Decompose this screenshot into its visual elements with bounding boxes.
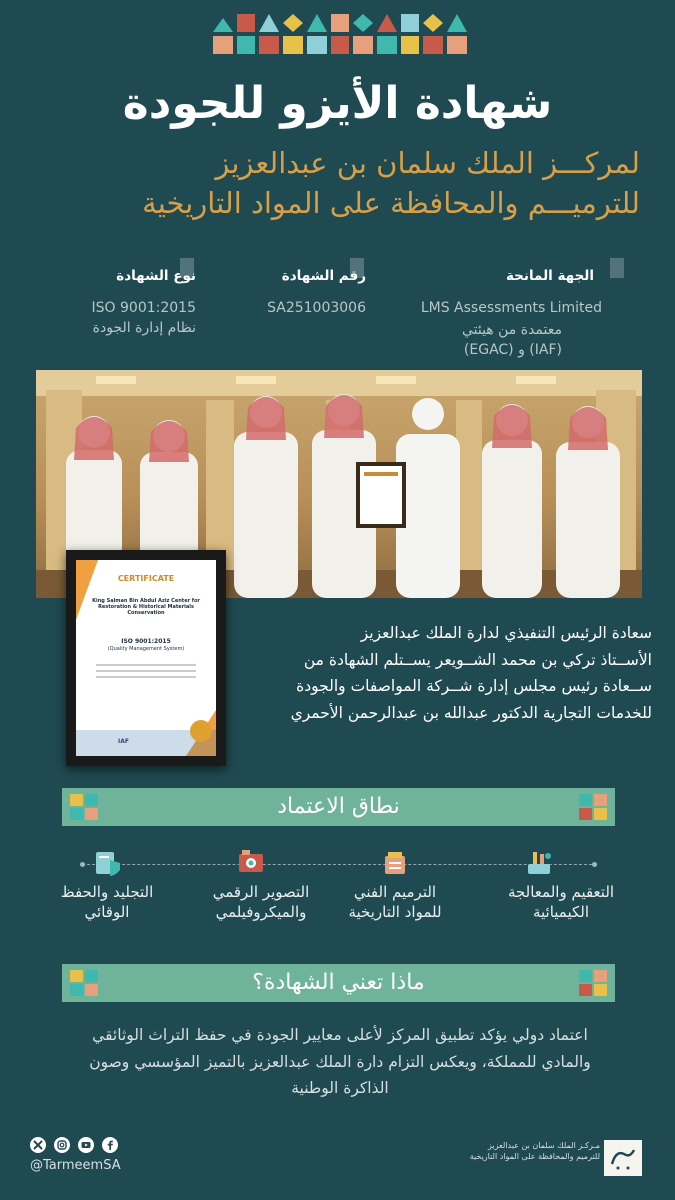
chemical-treatment-icon bbox=[524, 848, 554, 878]
description-line2: الأســتاذ تركي بن محمد الشــويعر يســتلم الشهادة من bbox=[303, 650, 652, 669]
mosaic-chip-icon bbox=[579, 794, 607, 820]
tarmeem-logo bbox=[604, 1140, 642, 1176]
certificate-number-label: رقم الشهادة bbox=[281, 268, 366, 284]
scope-item-chemical: التعقيم والمعالجة الكيميائية bbox=[507, 883, 615, 921]
meaning-line3: الذاكرة الوطنية bbox=[291, 1079, 389, 1097]
mosaic-chip-icon bbox=[579, 970, 607, 996]
scope-item-restoration: الترميم الفني للمواد التاريخية bbox=[348, 883, 442, 921]
restoration-icon bbox=[380, 848, 410, 878]
description-line4: للخدمات التجارية الدكتور عبدالله بن عبدالرحمن الأحمري bbox=[290, 703, 652, 722]
social-handle[interactable]: @TarmeemSA bbox=[30, 1158, 121, 1173]
facebook-icon[interactable] bbox=[102, 1137, 118, 1153]
certificate-system: (Quality Management System) bbox=[107, 646, 185, 652]
digital-imaging-icon bbox=[236, 848, 266, 878]
scope-item-digital: التصوير الرقمي والميكروفيلمي bbox=[212, 883, 310, 921]
page-title: شهادة الأيزو للجودة bbox=[122, 78, 553, 129]
issuer-name: LMS Assessments Limited bbox=[420, 300, 602, 316]
scope-dot bbox=[80, 862, 85, 867]
issuer-accreditation-line2: (EGAC) و (IAF) bbox=[463, 342, 562, 358]
x-icon[interactable] bbox=[30, 1137, 46, 1153]
certificate-org-line2: Restoration & Historical Materials bbox=[98, 604, 194, 610]
subtitle-line2: للترميـــم والمحافظة على المواد التاريخية bbox=[142, 186, 640, 220]
meaning-line1: اعتماد دولي يؤكد تطبيق المركز لأعلى معايير الجودة في حفظ التراث الوثائقي bbox=[92, 1026, 588, 1044]
framed-certificate bbox=[66, 550, 226, 766]
issuer-marker-icon bbox=[610, 258, 624, 278]
certificate-number-value: SA251003006 bbox=[267, 300, 366, 316]
issuer-accreditation-line1: معتمدة من هيئتي bbox=[461, 322, 562, 338]
meaning-line2: والمادي للمملكة، ويعكس التزام دارة الملك عبدالعزيز بالتميز المؤسسي وصون bbox=[89, 1052, 591, 1071]
instagram-icon[interactable] bbox=[54, 1137, 70, 1153]
scope-item-binding: التجليد والحفظ الوقائي bbox=[60, 883, 154, 921]
meaning-section-title: ماذا تعني الشهادة؟ bbox=[252, 970, 425, 995]
scope-section-title: نطاق الاعتماد bbox=[277, 794, 400, 819]
mosaic-chip-icon bbox=[70, 970, 98, 996]
ceremony-description bbox=[232, 620, 652, 726]
description-line3: ســعادة رئيس مجلس إدارة شــركة المواصفات والجودة bbox=[296, 677, 652, 695]
mosaic-chip-icon bbox=[70, 794, 98, 820]
certificate-type-label: نوع الشهادة bbox=[116, 268, 196, 284]
youtube-icon[interactable] bbox=[78, 1137, 94, 1153]
scope-dot bbox=[592, 862, 597, 867]
description-line1: سعادة الرئيس التنفيذي لدارة الملك عبدالعزيز bbox=[360, 624, 652, 642]
iaf-badge: IAF bbox=[118, 738, 129, 745]
scope-section-bar bbox=[62, 788, 615, 826]
scope-connector-line bbox=[82, 864, 597, 865]
certificate-heading: CERTIFICATE bbox=[117, 574, 175, 583]
certificate-type-value: ISO 9001:2015 bbox=[91, 300, 196, 316]
meaning-section-bar bbox=[62, 964, 615, 1002]
certificate-org-line3: Conservation bbox=[127, 610, 165, 616]
certificate-type-desc: نظام إدارة الجودة bbox=[92, 320, 196, 336]
footer-org-name: مـركـز الملك سلمان بن عبدالعزيز للترميم والمحافظة على المواد التاريخية bbox=[469, 1141, 600, 1161]
certificate-standard: ISO 9001:2015 bbox=[121, 638, 171, 645]
certificate-org-line1: King Salman Bin Abdul Aziz Center for bbox=[92, 598, 200, 604]
binding-shield-icon bbox=[92, 848, 122, 878]
header-mosaic-logo bbox=[213, 10, 469, 56]
meaning-description bbox=[40, 1022, 640, 1102]
subtitle-line1: لمركـــز الملك سلمان بن عبدالعزيز bbox=[215, 146, 640, 180]
issuer-label: الجهة المانحة bbox=[505, 268, 594, 284]
